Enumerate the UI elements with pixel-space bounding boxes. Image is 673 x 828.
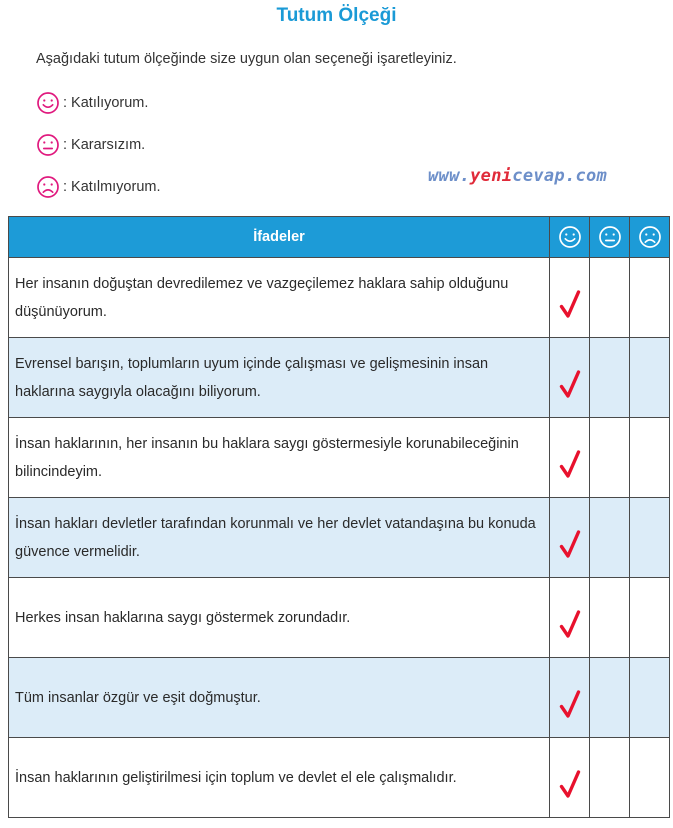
check-mark-icon xyxy=(559,289,581,319)
disagree-cell[interactable] xyxy=(630,658,670,738)
legend-agree-label: : Katılıyorum. xyxy=(63,95,149,111)
statements-header: İfadeler xyxy=(9,217,550,258)
disagree-column-header xyxy=(630,217,670,258)
disagree-cell[interactable] xyxy=(630,738,670,818)
check-mark-icon xyxy=(559,449,581,479)
attitude-scale-table xyxy=(8,216,670,818)
check-mark-icon xyxy=(559,529,581,559)
table-header-row xyxy=(9,217,670,258)
agree-cell[interactable] xyxy=(550,258,590,338)
neutral-face-icon xyxy=(36,133,60,157)
agree-cell[interactable] xyxy=(550,738,590,818)
legend-disagree xyxy=(36,175,161,199)
watermark-suffix: cevap.com xyxy=(512,166,608,186)
agree-cell[interactable] xyxy=(550,498,590,578)
statement-text: İnsan haklarının, her insanın bu haklara saygı göstermesiyle korunabileceğinin bilincindeyim. xyxy=(9,418,550,498)
neutral-face-icon xyxy=(598,225,622,249)
smile-face-icon xyxy=(36,91,60,115)
table-row xyxy=(9,498,670,578)
frown-face-icon xyxy=(638,225,662,249)
check-mark-icon xyxy=(559,689,581,719)
agree-cell[interactable] xyxy=(550,418,590,498)
table-row xyxy=(9,418,670,498)
undecided-cell[interactable] xyxy=(590,338,630,418)
statement-text: Her insanın doğuştan devredilemez ve vazgeçilemez haklara sahip olduğunu düşünüyorum. xyxy=(9,258,550,338)
table-row xyxy=(9,258,670,338)
table-row xyxy=(9,738,670,818)
undecided-cell[interactable] xyxy=(590,258,630,338)
statement-text: Herkes insan haklarına saygı göstermek zorundadır. xyxy=(9,578,550,658)
check-mark-icon xyxy=(559,769,581,799)
undecided-cell[interactable] xyxy=(590,418,630,498)
table-row xyxy=(9,578,670,658)
table-row xyxy=(9,658,670,738)
undecided-cell[interactable] xyxy=(590,658,630,738)
legend-agree xyxy=(36,91,148,115)
statement-text: İnsan haklarının geliştirilmesi için toplum ve devlet el ele çalışmalıdır. xyxy=(9,738,550,818)
disagree-cell[interactable] xyxy=(630,338,670,418)
agree-cell[interactable] xyxy=(550,578,590,658)
check-mark-icon xyxy=(559,609,581,639)
disagree-cell[interactable] xyxy=(630,258,670,338)
disagree-cell[interactable] xyxy=(630,578,670,658)
statement-text: İnsan hakları devletler tarafından korunmalı ve her devlet vatandaşına bu konuda güvence vermelidir. xyxy=(9,498,550,578)
frown-face-icon xyxy=(36,175,60,199)
agree-column-header xyxy=(550,217,590,258)
disagree-cell[interactable] xyxy=(630,418,670,498)
page-title: Tutum Ölçeği xyxy=(276,5,397,26)
disagree-cell[interactable] xyxy=(630,498,670,578)
legend-undecided xyxy=(36,133,145,157)
watermark-accent: yeni xyxy=(470,166,513,186)
watermark xyxy=(428,166,607,186)
instruction-text: Aşağıdaki tutum ölçeğinde size uygun olan seçeneği işaretleyiniz. xyxy=(36,51,457,67)
undecided-column-header xyxy=(590,217,630,258)
statement-text: Tüm insanlar özgür ve eşit doğmuştur. xyxy=(9,658,550,738)
statement-text: Evrensel barışın, toplumların uyum içinde çalışması ve gelişmesinin insan haklarına saygıyla olacağını biliyorum. xyxy=(9,338,550,418)
undecided-cell[interactable] xyxy=(590,498,630,578)
legend-disagree-label: : Katılmıyorum. xyxy=(63,179,161,195)
smile-face-icon xyxy=(558,225,582,249)
watermark-prefix: www. xyxy=(428,166,471,186)
table-row xyxy=(9,338,670,418)
agree-cell[interactable] xyxy=(550,338,590,418)
agree-cell[interactable] xyxy=(550,658,590,738)
undecided-cell[interactable] xyxy=(590,578,630,658)
legend-undecided-label: : Kararsızım. xyxy=(63,137,146,153)
check-mark-icon xyxy=(559,369,581,399)
undecided-cell[interactable] xyxy=(590,738,630,818)
